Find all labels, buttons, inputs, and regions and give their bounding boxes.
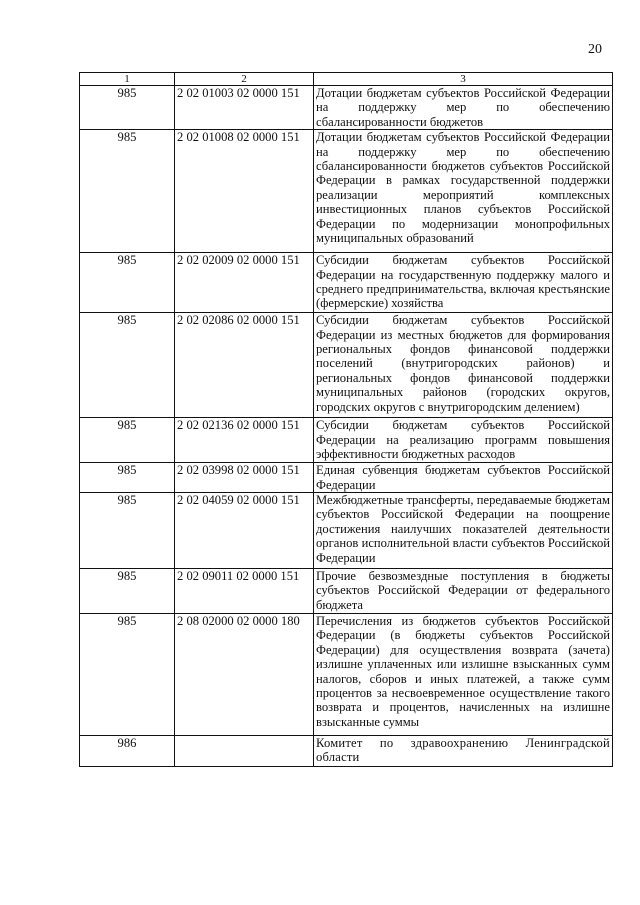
column-header-1: 1 <box>80 73 175 86</box>
admin-code-cell: 985 <box>80 86 175 130</box>
description-cell: Комитет по здравоохранению Ленинградской области <box>314 736 613 767</box>
table-row <box>80 736 613 767</box>
description-cell: Субсидии бюджетам субъектов Российской Федерации на государственную поддержку малого и среднего предпринимательства, включая крестьянские (фермерские) хозяйства <box>314 253 613 313</box>
description-cell: Субсидии бюджетам субъектов Российской Федерации на реализацию программ повышения эффективности бюджетных расходов <box>314 418 613 463</box>
description-cell: Прочие безвозмездные поступления в бюджеты субъектов Российской Федерации от федерального бюджета <box>314 569 613 614</box>
budget-code-cell: 2 02 01008 02 0000 151 <box>175 130 314 253</box>
description-cell: Дотации бюджетам субъектов Российской Федерации на поддержку мер по обеспечению сбалансированности бюджетов <box>314 86 613 130</box>
page-number: 20 <box>588 42 602 57</box>
table-header-row <box>80 73 613 86</box>
budget-code-cell: 2 02 09011 02 0000 151 <box>175 569 314 614</box>
budget-code-cell: 2 08 02000 02 0000 180 <box>175 614 314 736</box>
budget-code-cell: 2 02 02086 02 0000 151 <box>175 313 314 418</box>
table-row <box>80 614 613 736</box>
table-row <box>80 418 613 463</box>
admin-code-cell: 985 <box>80 493 175 569</box>
admin-code-cell: 985 <box>80 313 175 418</box>
table-row <box>80 86 613 130</box>
table-row <box>80 130 613 253</box>
admin-code-cell: 985 <box>80 253 175 313</box>
budget-code-cell: 2 02 04059 02 0000 151 <box>175 493 314 569</box>
admin-code-cell: 985 <box>80 130 175 253</box>
table-row <box>80 253 613 313</box>
table-row <box>80 569 613 614</box>
budget-code-cell: 2 02 02009 02 0000 151 <box>175 253 314 313</box>
budget-code-cell: 2 02 02136 02 0000 151 <box>175 418 314 463</box>
description-cell: Единая субвенция бюджетам субъектов Российской Федерации <box>314 463 613 493</box>
description-cell: Дотации бюджетам субъектов Российской Федерации на поддержку мер по обеспечению сбалансированности бюджетов субъектов Российской Федерации в рамках государственной поддержки реализации мероприятий комплексных инвестиционных планов субъектов Российской Федерации по модернизации монопрофильных муниципальных образований <box>314 130 613 253</box>
description-cell: Перечисления из бюджетов субъектов Российской Федерации (в бюджеты субъектов Российской Федерации) для осуществления возврата (зачета) излишне уплаченных или излишне взысканных сумм налогов, сборов и иных платежей, а также сумм процентов за несвоевременное осуществление такого возврата и процентов, начисленных на излишне взысканные суммы <box>314 614 613 736</box>
admin-code-cell: 985 <box>80 463 175 493</box>
table-row <box>80 493 613 569</box>
budget-revenue-table <box>79 72 613 767</box>
description-cell: Межбюджетные трансферты, передаваемые бюджетам субъектов Российской Федерации на поощрение достижения наилучших показателей деятельности органов исполнительной власти субъектов Российской Федерации <box>314 493 613 569</box>
column-header-2: 2 <box>175 73 314 86</box>
table-row <box>80 313 613 418</box>
admin-code-cell: 985 <box>80 418 175 463</box>
budget-code-cell <box>175 736 314 767</box>
budget-code-cell: 2 02 01003 02 0000 151 <box>175 86 314 130</box>
admin-code-cell: 986 <box>80 736 175 767</box>
budget-code-cell: 2 02 03998 02 0000 151 <box>175 463 314 493</box>
description-cell: Субсидии бюджетам субъектов Российской Федерации из местных бюджетов для формирования региональных фондов финансовой поддержки поселений (внутригородских районов) и региональных фондов финансовой поддержки муниципальных районов (городских округов, городских округов с внутригородским делением) <box>314 313 613 418</box>
column-header-3: 3 <box>314 73 613 86</box>
admin-code-cell: 985 <box>80 569 175 614</box>
admin-code-cell: 985 <box>80 614 175 736</box>
table-row <box>80 463 613 493</box>
